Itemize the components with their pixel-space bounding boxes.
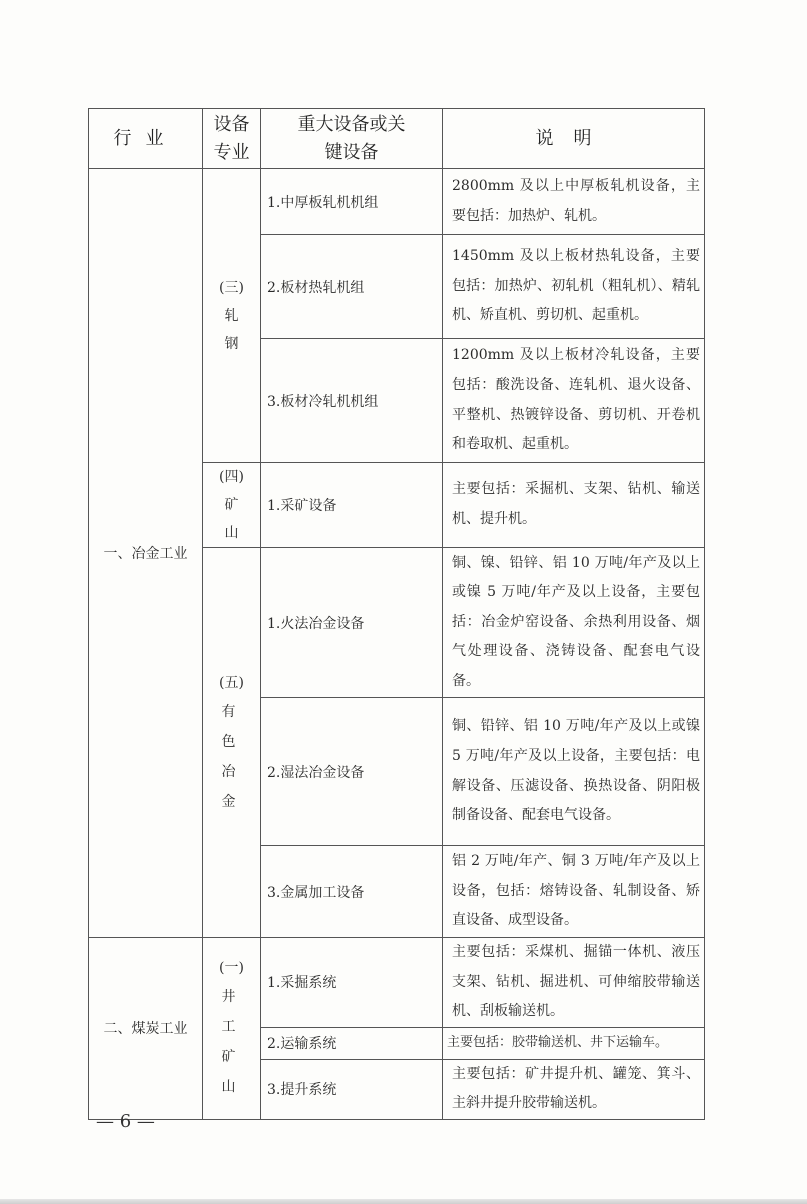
- equipment-cell: 1.火法冶金设备: [261, 548, 443, 698]
- description-cell: 主要包括：胶带输送机、井下运输车。: [443, 1027, 705, 1059]
- description-cell: 铜、铅锌、铝 10 万吨/年产及以上或镍 5 万吨/年产及以上设备，主要包括：电解设备、压滤设备、换热设备、阴阳极制备设备、配套电气设备。: [443, 698, 705, 846]
- header-industry: 行业: [89, 109, 203, 169]
- equipment-cell: 3.提升系统: [261, 1059, 443, 1119]
- table-row: [89, 169, 705, 235]
- specialty-name: 有色冶金: [221, 703, 246, 810]
- description-cell: 主要包括：采煤机、掘锚一体机、液压支架、钻机、掘进机、可伸缩胶带输送机、刮板输送机。: [443, 938, 705, 1028]
- description-cell: 主要包括：采掘机、支架、钻机、输送机、提升机。: [443, 463, 705, 548]
- equipment-cell: 1.采掘系统: [261, 938, 443, 1028]
- header-description: 说明: [443, 109, 705, 169]
- specialty-number: (四): [219, 469, 244, 485]
- page-number: — 6 —: [96, 1111, 155, 1132]
- description-cell: 2800mm 及以上中厚板轧机设备，主要包括：加热炉、轧机。: [443, 169, 705, 235]
- description-cell: 铜、镍、铅锌、铝 10 万吨/年产及以上或镍 5 万吨/年产及以上设备，主要包括：冶金炉窑设备、余热利用设备、烟气处理设备、浇铸设备、配套电气设备。: [443, 548, 705, 698]
- specialty-name: 矿山: [224, 497, 249, 541]
- specialty-name: 井工矿山: [221, 989, 246, 1096]
- description-cell: 铝 2 万吨/年产、铜 3 万吨/年产及以上设备，包括：熔铸设备、轧制设备、矫直设备、成型设备。: [443, 846, 705, 938]
- equipment-cell: 2.板材热轧机组: [261, 235, 443, 339]
- specialty-cell-rolling: [203, 169, 261, 463]
- industry-cell-coal: 二、煤炭工业: [89, 938, 203, 1120]
- description-cell: 主要包括：矿井提升机、罐笼、箕斗、主斜井提升胶带输送机。: [443, 1059, 705, 1119]
- equipment-cell: 2.湿法冶金设备: [261, 698, 443, 846]
- header-equipment: 重大设备或关键设备: [261, 109, 443, 169]
- equipment-table: [88, 108, 705, 1120]
- industry-cell-metallurgy: 一、冶金工业: [89, 169, 203, 938]
- equipment-cell: 1.中厚板轧机机组: [261, 169, 443, 235]
- equipment-cell: 3.板材冷轧机机组: [261, 339, 443, 463]
- specialty-cell-mining: [203, 463, 261, 548]
- specialty-name: 轧钢: [224, 307, 249, 352]
- specialty-number: (一): [219, 960, 244, 977]
- specialty-cell-underground: [203, 938, 261, 1120]
- specialty-number: (五): [219, 674, 244, 691]
- specialty-cell-nonferrous: [203, 548, 261, 938]
- equipment-cell: 1.采矿设备: [261, 463, 443, 548]
- equipment-cell: 3.金属加工设备: [261, 846, 443, 938]
- header-specialty: 设备专业: [203, 109, 261, 169]
- description-cell: 1450mm 及以上板材热轧设备，主要包括：加热炉、初轧机（粗轧机）、精轧机、矫直机、剪切机、起重机。: [443, 235, 705, 339]
- table-row: [89, 938, 705, 1028]
- specialty-number: (三): [219, 279, 244, 296]
- description-cell: 1200mm 及以上板材冷轧设备，主要包括：酸洗设备、连轧机、退火设备、平整机、热镀锌设备、剪切机、开卷机和卷取机、起重机。: [443, 339, 705, 463]
- equipment-cell: 2.运输系统: [261, 1027, 443, 1059]
- page-edge: [0, 1199, 807, 1204]
- header-row: [89, 109, 705, 169]
